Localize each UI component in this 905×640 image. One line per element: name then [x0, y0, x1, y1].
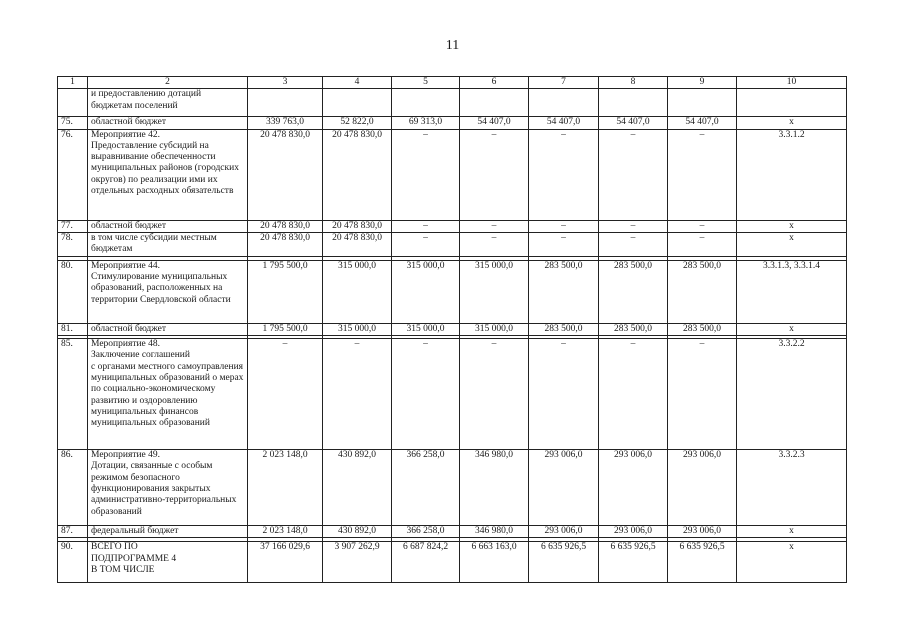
row-name: Мероприятие 49. Дотации, связанные с особым режимом безопасного функционирования закрытых административно-территориальных образований: [88, 450, 248, 526]
value-cell: 315 000,0: [392, 323, 460, 335]
value-cell: –: [599, 232, 668, 256]
value-cell: 315 000,0: [392, 260, 460, 323]
header-cell: 8: [599, 77, 668, 89]
table-row: [58, 89, 847, 117]
header-cell: 9: [668, 77, 737, 89]
goal-ref: х: [737, 526, 847, 538]
value-cell: 3 907 262,9: [323, 542, 392, 583]
table-row: [58, 450, 847, 526]
row-name: Мероприятие 44. Стимулирование муниципальных образований, расположенных на территории Свердловской области: [88, 260, 248, 323]
value-cell: 366 258,0: [392, 450, 460, 526]
value-cell: –: [392, 220, 460, 232]
row-number: 90.: [58, 542, 88, 583]
value-cell: 2 023 148,0: [248, 526, 323, 538]
value-cell: 283 500,0: [529, 260, 599, 323]
goal-ref: [737, 89, 847, 117]
value-cell: 346 980,0: [460, 450, 529, 526]
row-number: 75.: [58, 117, 88, 129]
goal-ref: х: [737, 542, 847, 583]
value-cell: 54 407,0: [460, 117, 529, 129]
row-name: Мероприятие 42. Предоставление субсидий на выравнивание обеспеченности муниципальных районов (городских округов) по реализации ими их отдельных расходных обязательств: [88, 129, 248, 220]
value-cell: –: [392, 232, 460, 256]
header-cell: 10: [737, 77, 847, 89]
value-cell: –: [668, 129, 737, 220]
header-cell: 6: [460, 77, 529, 89]
value-cell: –: [392, 339, 460, 450]
value-cell: –: [460, 339, 529, 450]
value-cell: –: [529, 220, 599, 232]
value-cell: –: [248, 339, 323, 450]
header-row: [58, 77, 847, 89]
value-cell: 54 407,0: [668, 117, 737, 129]
value-cell: 293 006,0: [529, 526, 599, 538]
value-cell: 54 407,0: [529, 117, 599, 129]
value-cell: –: [460, 220, 529, 232]
value-cell: 20 478 830,0: [323, 129, 392, 220]
table-row: [58, 232, 847, 256]
value-cell: –: [599, 339, 668, 450]
value-cell: [392, 89, 460, 117]
header-cell: 1: [58, 77, 88, 89]
value-cell: –: [599, 129, 668, 220]
value-cell: [599, 89, 668, 117]
row-number: 87.: [58, 526, 88, 538]
value-cell: 430 892,0: [323, 450, 392, 526]
value-cell: 283 500,0: [668, 323, 737, 335]
goal-ref: х: [737, 117, 847, 129]
row-name: ВСЕГО ПО ПОДПРОГРАММЕ 4 В ТОМ ЧИСЛЕ: [88, 542, 248, 583]
value-cell: 366 258,0: [392, 526, 460, 538]
table-row: [58, 129, 847, 220]
value-cell: 293 006,0: [599, 526, 668, 538]
header-cell: 5: [392, 77, 460, 89]
value-cell: 1 795 500,0: [248, 260, 323, 323]
value-cell: 20 478 830,0: [248, 220, 323, 232]
goal-ref: х: [737, 323, 847, 335]
value-cell: 315 000,0: [323, 323, 392, 335]
value-cell: 283 500,0: [529, 323, 599, 335]
row-number: 80.: [58, 260, 88, 323]
value-cell: 293 006,0: [529, 450, 599, 526]
value-cell: 20 478 830,0: [248, 129, 323, 220]
value-cell: –: [668, 339, 737, 450]
value-cell: 283 500,0: [599, 260, 668, 323]
value-cell: [529, 89, 599, 117]
table-row: [58, 526, 847, 538]
page-number: 11: [445, 38, 460, 53]
goal-ref: х: [737, 232, 847, 256]
value-cell: 2 023 148,0: [248, 450, 323, 526]
row-name: и предоставлению дотаций бюджетам поселений: [88, 89, 248, 117]
header-cell: 7: [529, 77, 599, 89]
value-cell: 52 822,0: [323, 117, 392, 129]
value-cell: 315 000,0: [460, 323, 529, 335]
value-cell: –: [599, 220, 668, 232]
budget-table: [57, 76, 847, 583]
header-cell: 4: [323, 77, 392, 89]
value-cell: [668, 89, 737, 117]
row-number: 85.: [58, 339, 88, 450]
value-cell: 293 006,0: [668, 450, 737, 526]
value-cell: 6 635 926,5: [529, 542, 599, 583]
row-number: 77.: [58, 220, 88, 232]
value-cell: –: [460, 129, 529, 220]
value-cell: –: [529, 232, 599, 256]
value-cell: 6 687 824,2: [392, 542, 460, 583]
value-cell: –: [668, 220, 737, 232]
value-cell: 283 500,0: [599, 323, 668, 335]
row-number: 76.: [58, 129, 88, 220]
value-cell: 54 407,0: [599, 117, 668, 129]
value-cell: –: [529, 129, 599, 220]
value-cell: –: [392, 129, 460, 220]
table-row: [58, 260, 847, 323]
value-cell: 20 478 830,0: [248, 232, 323, 256]
row-number: [58, 89, 88, 117]
value-cell: [248, 89, 323, 117]
header-cell: 2: [88, 77, 248, 89]
value-cell: –: [460, 232, 529, 256]
value-cell: 37 166 029,6: [248, 542, 323, 583]
value-cell: 293 006,0: [599, 450, 668, 526]
row-name: федеральный бюджет: [88, 526, 248, 538]
row-name: областной бюджет: [88, 323, 248, 335]
table-row: [58, 323, 847, 335]
value-cell: 1 795 500,0: [248, 323, 323, 335]
row-number: 86.: [58, 450, 88, 526]
table-row: [58, 117, 847, 129]
value-cell: 20 478 830,0: [323, 220, 392, 232]
value-cell: 20 478 830,0: [323, 232, 392, 256]
value-cell: 346 980,0: [460, 526, 529, 538]
goal-ref: 3.3.1.3, 3.3.1.4: [737, 260, 847, 323]
goal-ref: 3.3.2.3: [737, 450, 847, 526]
value-cell: 430 892,0: [323, 526, 392, 538]
value-cell: 293 006,0: [668, 526, 737, 538]
row-name: в том числе субсидии местным бюджетам: [88, 232, 248, 256]
value-cell: –: [668, 232, 737, 256]
value-cell: 6 663 163,0: [460, 542, 529, 583]
header-cell: 3: [248, 77, 323, 89]
value-cell: –: [529, 339, 599, 450]
row-number: 81.: [58, 323, 88, 335]
value-cell: 315 000,0: [460, 260, 529, 323]
value-cell: 6 635 926,5: [599, 542, 668, 583]
value-cell: 6 635 926,5: [668, 542, 737, 583]
value-cell: –: [323, 339, 392, 450]
value-cell: 283 500,0: [668, 260, 737, 323]
goal-ref: 3.3.2.2: [737, 339, 847, 450]
value-cell: [323, 89, 392, 117]
value-cell: [460, 89, 529, 117]
row-name: областной бюджет: [88, 220, 248, 232]
table-row: [58, 542, 847, 583]
value-cell: 339 763,0: [248, 117, 323, 129]
row-number: 78.: [58, 232, 88, 256]
value-cell: 315 000,0: [323, 260, 392, 323]
table-row: [58, 220, 847, 232]
goal-ref: 3.3.1.2: [737, 129, 847, 220]
value-cell: 69 313,0: [392, 117, 460, 129]
table-row: [58, 339, 847, 450]
row-name: областной бюджет: [88, 117, 248, 129]
row-name: Мероприятие 48. Заключение соглашений с органами местного самоуправления муниципальных образований о мерах по социально-экономическому развитию и оздоровлению муниципальных финансов муниципальных образований: [88, 339, 248, 450]
goal-ref: х: [737, 220, 847, 232]
